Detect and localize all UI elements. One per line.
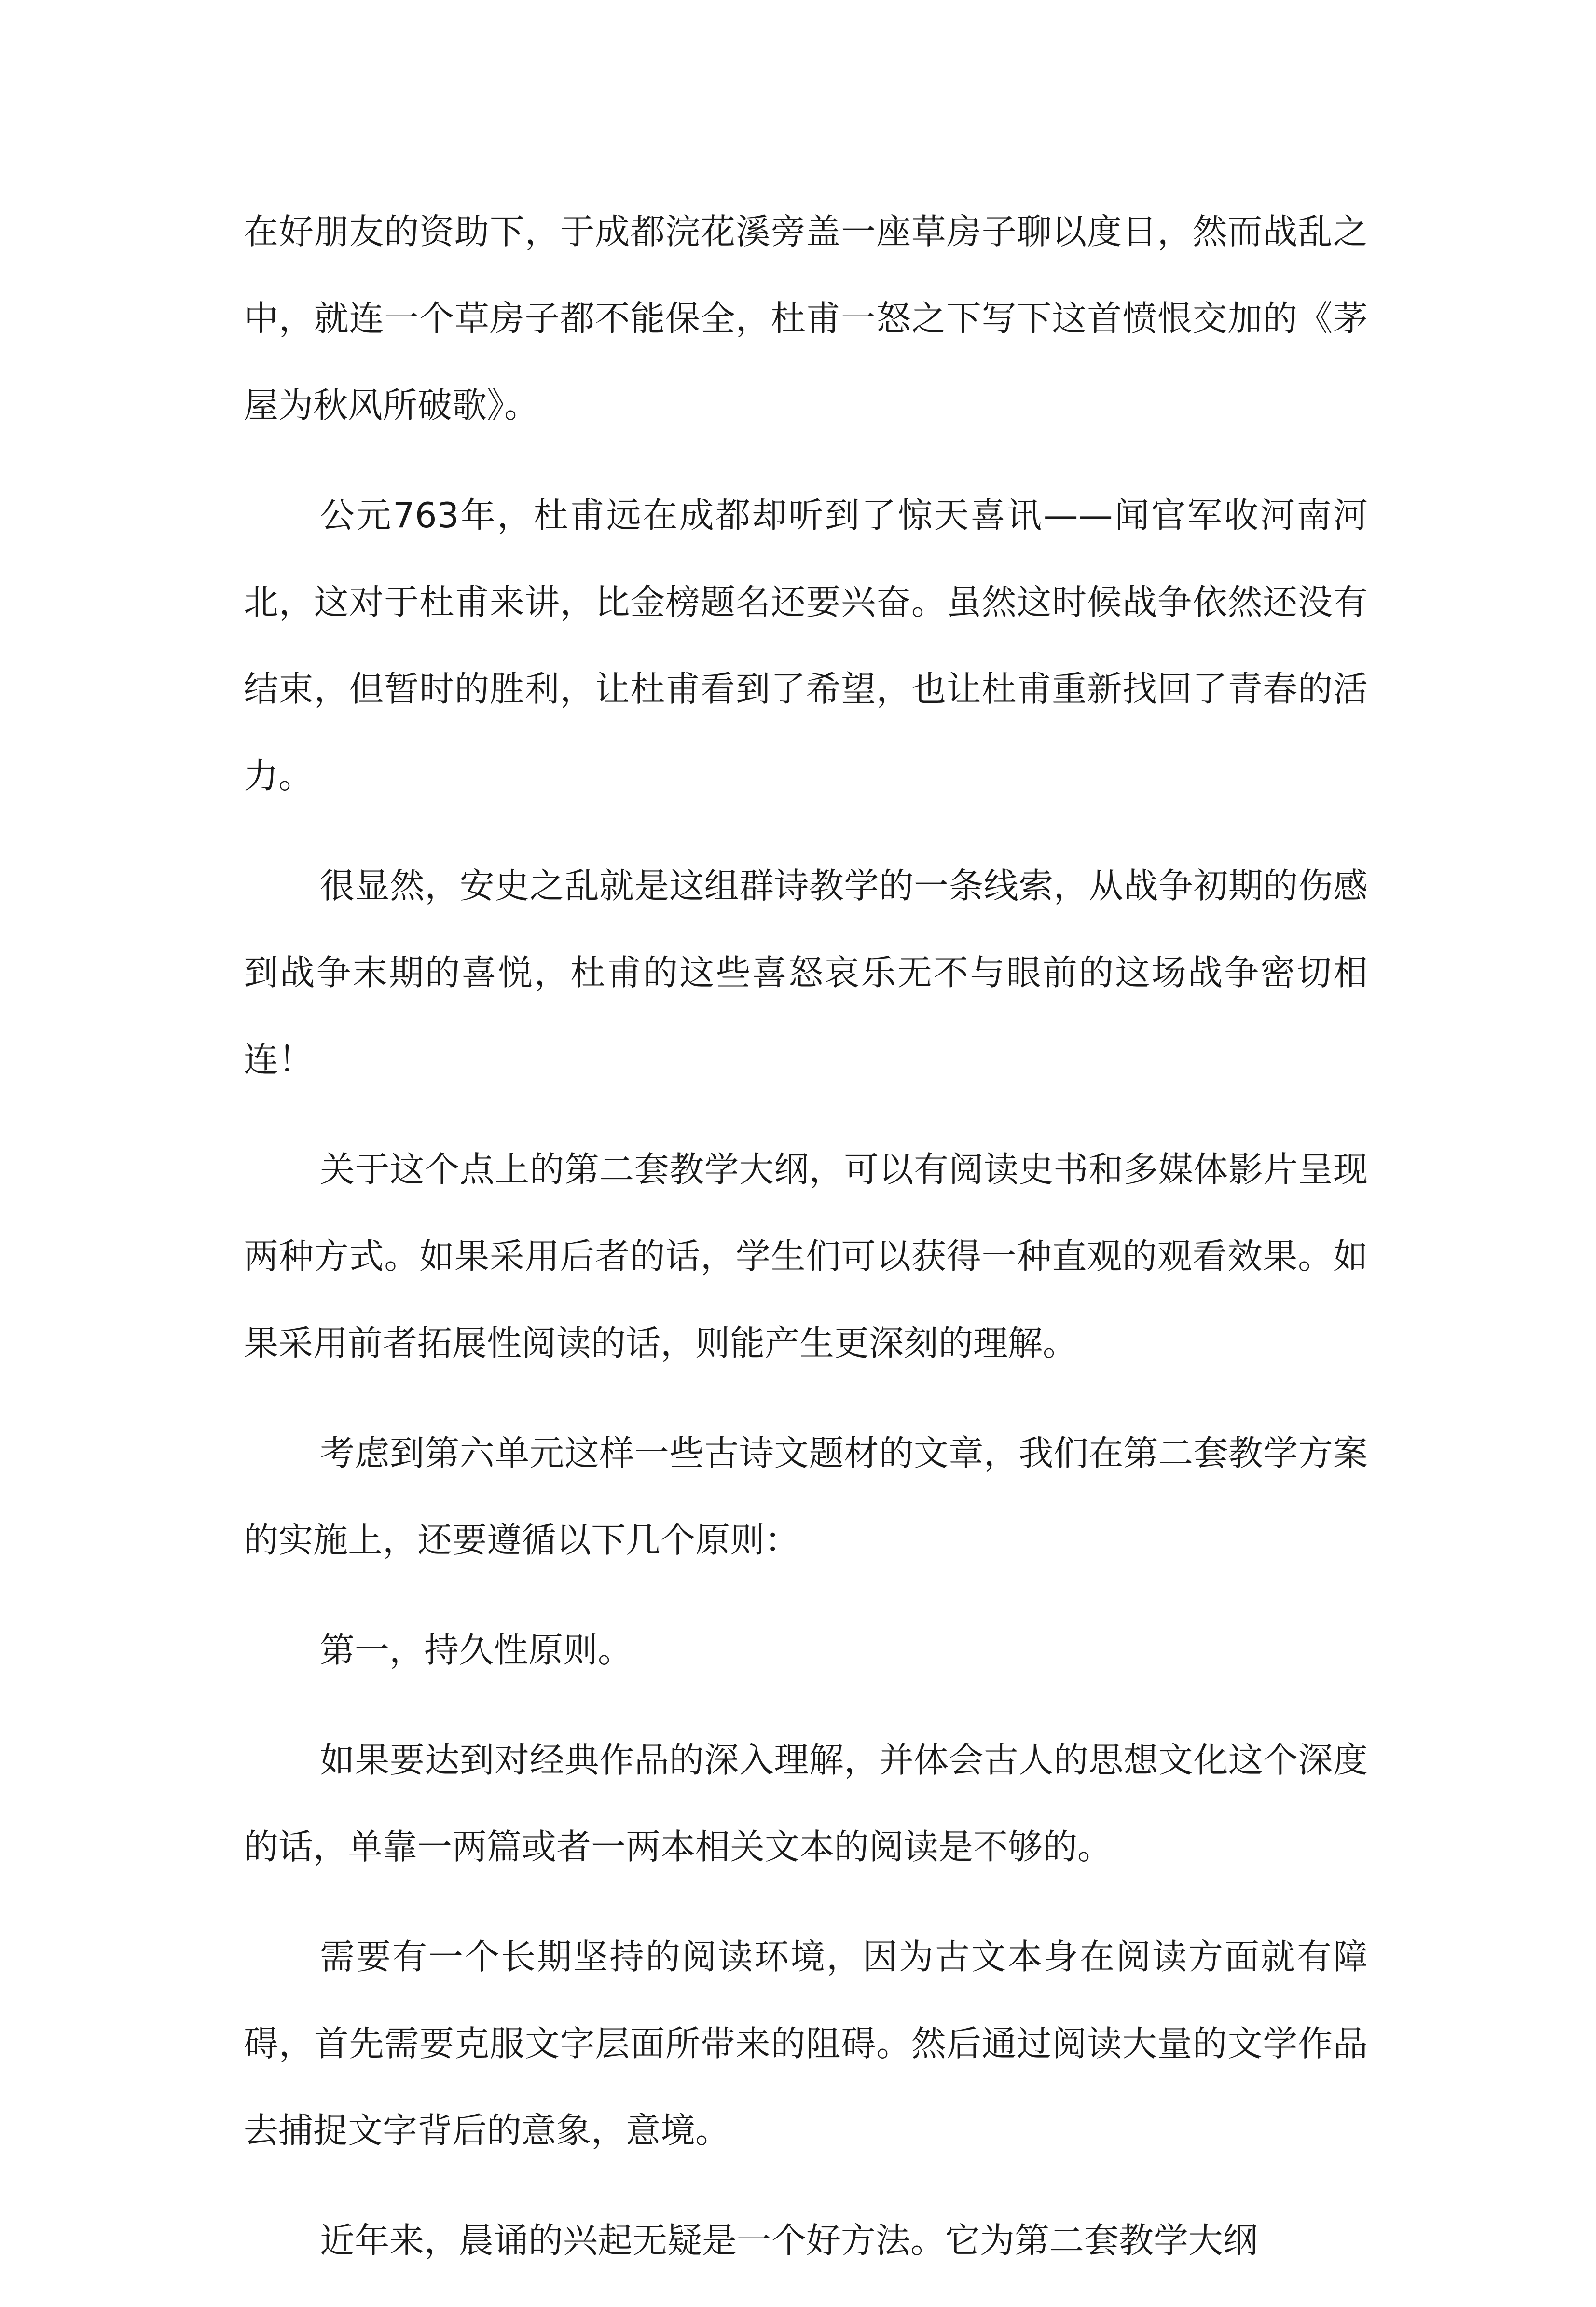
- paragraph-4: 关于这个点上的第二套教学大纲，可以有阅读史书和多媒体影片呈现两种方式。如果采用后者的话，学生们可以获得一种直观的观看效果。如果采用前者拓展性阅读的话，则能产生更深刻的理解。: [244, 1149, 1368, 1363]
- paragraph-7: 如果要达到对经典作品的深入理解，并体会古人的思想文化这个深度的话，单靠一两篇或者一两本相关文本的阅读是不够的。: [244, 1740, 1368, 1867]
- paragraph-2: 公元763年，杜甫远在成都却听到了惊天喜讯——闻官军收河南河北，这对于杜甫来讲，比金榜题名还要兴奋。虽然这时候战争依然还没有结束，但暂时的胜利，让杜甫看到了希望，也让杜甫重新找回了青春的活力。: [244, 495, 1368, 796]
- paragraph-6: 第一，持久性原则。: [320, 1630, 633, 1670]
- body-text: [244, 188, 1368, 2307]
- paragraph-5: 考虑到第六单元这样一些古诗文题材的文章，我们在第二套教学方案的实施上，还要遵循以下几个原则：: [244, 1433, 1368, 1560]
- paragraph-8: 需要有一个长期坚持的阅读环境，因为古文本身在阅读方面就有障碍，首先需要克服文字层面所带来的阻碍。然后通过阅读大量的文学作品 去捕捉文字背后的意象，意境。: [244, 1936, 1368, 2151]
- paragraph-3: 很显然，安史之乱就是这组群诗教学的一条线索，从战争初期的伤感到战争末期的喜悦，杜甫的这些喜怒哀乐无不与眼前的这场战争密切相连！: [244, 865, 1368, 1080]
- paragraph-1: 在好朋友的资助下，于成都浣花溪旁盖一座草房子聊以度日，然而战乱之中，就连一个草房子都不能保全，杜甫一怒之下写下这首愤恨交加的《茅屋为秋风所破歌》。: [244, 211, 1368, 426]
- paragraph-9: 近年来，晨诵的兴起无疑是一个好方法。它为第二套教学大纲: [320, 2220, 1258, 2261]
